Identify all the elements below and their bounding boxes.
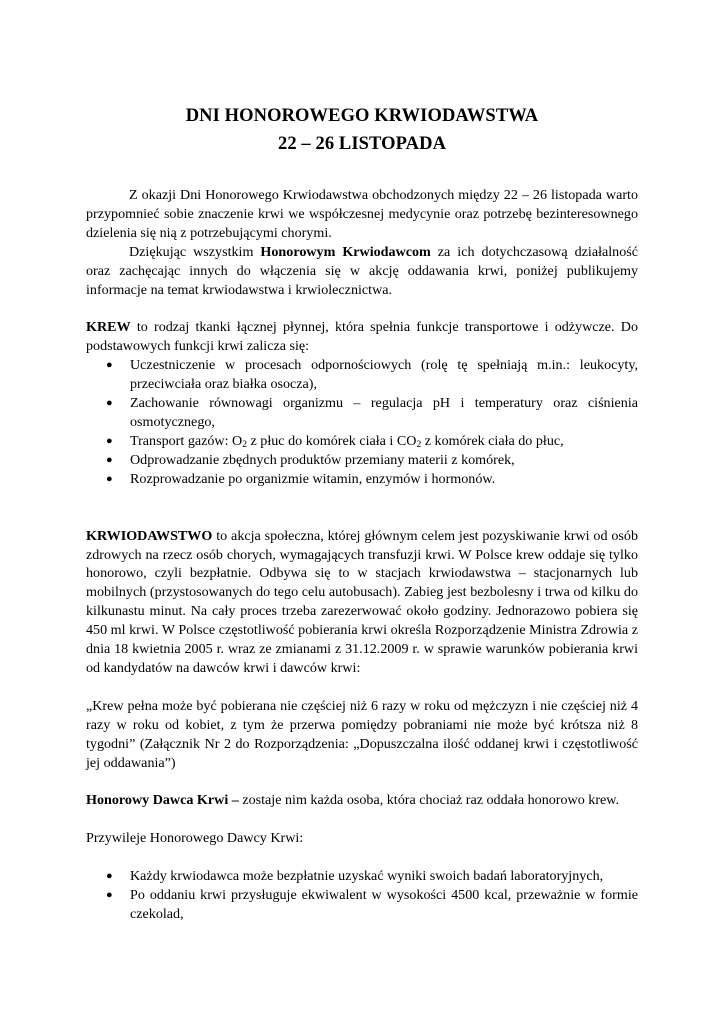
list-item-text: Każdy krwiodawca może bezpłatnie uzyskać wyniki swoich badań laboratoryjnych, [130, 868, 604, 885]
list-item [86, 432, 638, 451]
intro-paragraph-1: Z okazji Dni Honorowego Krwiodawstwa obchodzonych między 22 – 26 listopada warto przypomnieć sobie znaczenie krwi we współczesnej medycynie oraz potrzebę bezinteresownego dzielenia się nią z potrzebującymi chorymi. [86, 187, 638, 241]
list-item [86, 451, 638, 470]
intro-p2-text-b: za ich dotychczasową działalność oraz zachęcając innych do włączenia się w akcję oddawania krwi, poniżej publikujemy informacje na temat krwiodawstwa i krwiolecznictwa. [86, 243, 638, 298]
bullet-icon: ● [106, 453, 113, 466]
bullet-icon: ● [106, 434, 113, 447]
transport-text-c: z komórek ciała do płuc, [421, 432, 564, 449]
bullet-icon: ● [106, 397, 113, 410]
hdk-text: zostaje nim każda osoba, która chociaż raz oddała honorowo krew. [238, 792, 620, 809]
list-item [86, 356, 638, 394]
list-item-text: Odprowadzanie zbędnych produktów przemiany materii z komórek, [130, 451, 515, 468]
blood-functions-list [86, 356, 638, 488]
intro-p2-text-a: Dziękując wszystkim [129, 243, 261, 260]
krwiodawstwo-paragraph [86, 527, 638, 678]
document-page [86, 102, 638, 924]
krew-definition [86, 318, 638, 356]
hdk-term: Honorowy Dawca Krwi – [86, 792, 239, 809]
transport-text-b: z płuc do komórek ciała i CO [246, 432, 417, 449]
hdk-paragraph [86, 791, 638, 810]
title-line-1: DNI HONOROWEGO KRWIODAWSTWA [185, 106, 539, 126]
subscript-2: 2 [416, 439, 422, 450]
krew-term: KREW [86, 319, 131, 336]
list-item [86, 886, 638, 924]
list-item [86, 394, 638, 432]
bullet-icon: ● [106, 889, 113, 902]
bullet-icon: ● [106, 359, 113, 372]
subscript-2: 2 [242, 439, 247, 450]
krwiodawstwo-text: to akcja społeczna, której głównym celem jest pozyskiwanie krwi od osób zdrowych na rzecz osób chorych, wymagających transfuzji krwi. W Polsce krew oddaje się tylko honorowo, czyli bezpłatnie. Odbywa się to w stacjach krwiodawstwa – stacjonarnych lub mobilnych (przystosowanych do tego celu autobusach). Zabieg jest bezbolesny i trwa od kilku do kilkunastu minut. Na cały proces trzeba zarezerwować około godziny. Jednorazowo pobiera się 450 ml krwi. W Polsce częstotliwość pobierania krwi określa Rozporządzenie Ministra Zdrowia z dnia 18 kwietnia 2005 r. wraz ze zmianami z 31.12.2009 r. w sprawie warunków pobierania krwi od kandydatów na dawców krwi i dawców krwi: [86, 527, 638, 676]
title-line-2: 22 – 26 LISTOPADA [277, 134, 447, 154]
list-item-text: Po oddaniu krwi przysługuje ekwiwalent w wysokości 4500 kcal, przeważnie w formie czekolad, [130, 887, 638, 923]
regulation-quote: „Krew pełna może być pobierana nie częściej niż 6 razy w roku od mężczyzn i nie częściej niż 4 razy w roku od kobiet, z tym że przerwa pomiędzy pobraniami nie może być krótsza niż 8 tygodni” (Załącznik Nr 2 do Rozporządzenia: „Dopuszczalna ilość oddanej krwi i częstotliwość jej oddawania”) [86, 697, 638, 771]
krew-definition-text: to rodzaj tkanki łącznej płynnej, która spełnia funkcje transportowe i odżywcze. Do podstawowych funkcji krwi zalicza się: [86, 319, 638, 355]
privileges-heading: Przywileje Honorowego Dawcy Krwi: [86, 830, 304, 847]
privileges-list [86, 867, 638, 924]
list-item-text: Rozprowadzanie po organizmie witamin, enzymów i hormonów. [130, 470, 496, 487]
list-item [86, 470, 638, 489]
bullet-icon: ● [106, 472, 113, 485]
bullet-icon: ● [106, 870, 113, 883]
intro-paragraph-2 [86, 243, 638, 300]
krwiodawstwo-term: KRWIODAWSTWO [86, 527, 213, 544]
intro-p2-bold: Honorowym Krwiodawcom [260, 243, 431, 260]
list-item-text: Zachowanie równowagi organizmu – regulacja pH i temperatury oraz ciśnienia osmotycznego, [130, 395, 638, 430]
transport-text-a: Transport gazów: O [130, 432, 243, 449]
list-item [86, 867, 638, 886]
list-item-text: Uczestniczenie w procesach odpornościowych (rolę tę spełniają m.in.: leukocyty, przeciwciała oraz białka osocza), [130, 357, 638, 393]
